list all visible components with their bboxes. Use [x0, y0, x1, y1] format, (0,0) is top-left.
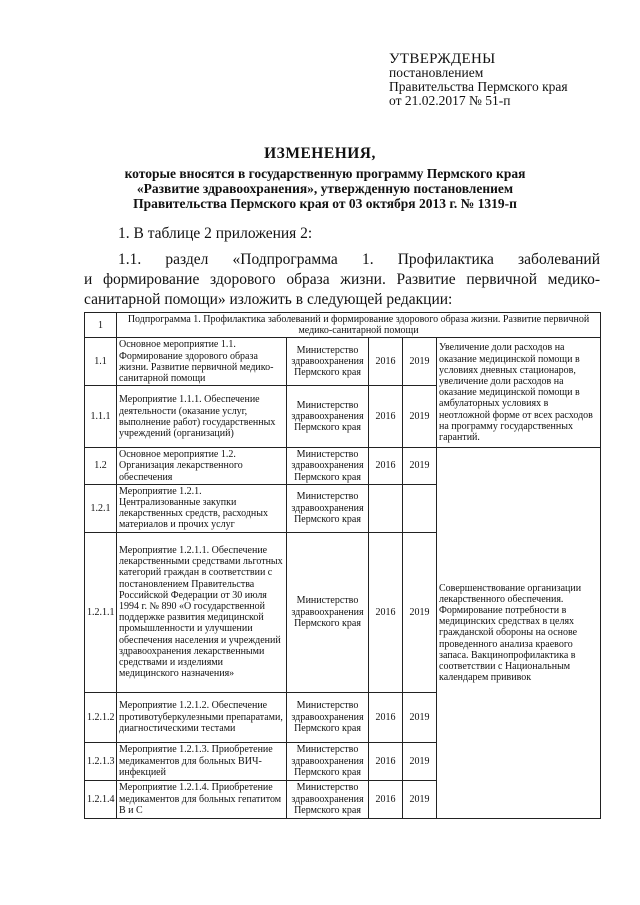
approval-heading: УТВЕРЖДЕНЫ	[389, 51, 496, 67]
row-start-year: 2016	[369, 338, 403, 386]
row-name: Мероприятие 1.2.1.1. Обеспечение лекарственными средствами льготных категорий граждан в соответствии с постановлением Правительства Российской Федерации от 30 июля 1994 г. № 890 «О государственной поддержке развития медицинской промышленности и улучшении обеспечения населения и учреждений здравоохранения лекарственными средствами и изделиями медицинского назначения»	[117, 532, 287, 692]
table-row	[85, 338, 601, 386]
row-executor: Министерство здравоохранения Пермского края	[287, 448, 369, 485]
row-start-year: 2016	[369, 742, 403, 780]
row-start-year: 2016	[369, 692, 403, 742]
document-title: ИЗМЕНЕНИЯ,	[264, 145, 376, 162]
row-end-year: 2019	[403, 780, 437, 818]
row-number: 1.2.1.4	[85, 780, 117, 818]
row-executor: Министерство здравоохранения Пермского края	[287, 484, 369, 532]
row-name: Мероприятие 1.2.1. Централизованные закупки лекарственных средств, расходных материалов и прочих услуг	[117, 484, 287, 532]
approval-line-3: от 21.02.2017 № 51-п	[389, 93, 511, 108]
paragraph-2-line-3: санитарной помощи» изложить в следующей редакции:	[84, 291, 453, 308]
row-name: Мероприятие 1.2.1.3. Приобретение медикаментов для больных ВИЧ-инфекцией	[117, 742, 287, 780]
paragraph-2-line-1: 1.1. раздел «Подпрограмма 1. Профилактика заболеваний	[118, 251, 600, 268]
row-start-year: 2016	[369, 532, 403, 692]
row-executor: Министерство здравоохранения Пермского края	[287, 338, 369, 386]
row-number: 1.1	[85, 338, 117, 386]
row-name: Мероприятие 1.2.1.4. Приобретение медикаментов для больных гепатитом В и С	[117, 780, 287, 818]
row-number: 1.2.1.3	[85, 742, 117, 780]
subtitle-line-2: «Развитие здравоохранения», утвержденную постановлением	[136, 181, 514, 196]
row-executor: Министерство здравоохранения Пермского края	[287, 692, 369, 742]
approval-line-2: Правительства Пермского края	[389, 79, 568, 94]
row-name: Мероприятие 1.2.1.2. Обеспечение противотуберкулезными препаратами, диагностическими тестами	[117, 692, 287, 742]
section-number: 1	[85, 313, 117, 338]
row-number: 1.1.1	[85, 386, 117, 448]
row-end-year: 2019	[403, 386, 437, 448]
row-start-year	[369, 484, 403, 532]
row-name: Мероприятие 1.1.1. Обеспечение деятельности (оказание услуг, выполнение работ) государственных учреждений (организаций)	[117, 386, 287, 448]
program-table	[84, 312, 601, 819]
row-end-year	[403, 484, 437, 532]
approval-stamp	[389, 52, 629, 108]
row-end-year: 2019	[403, 532, 437, 692]
row-executor: Министерство здравоохранения Пермского края	[287, 742, 369, 780]
row-executor: Министерство здравоохранения Пермского края	[287, 780, 369, 818]
row-start-year: 2016	[369, 448, 403, 485]
subtitle-line-3: Правительства Пермского края от 03 октября 2013 г. № 1319-п	[133, 196, 517, 211]
section-title: Подпрограмма 1. Профилактика заболеваний и формирование здорового образа жизни. Развитие первичной медико-санитарной помощи	[117, 313, 601, 338]
row-number: 1.2.1.2	[85, 692, 117, 742]
row-number: 1.2	[85, 448, 117, 485]
paragraph-2-line-2: и формирование здорового образа жизни. Развитие первичной медико-	[84, 271, 600, 288]
row-result-1: Увеличение доли расходов на оказание медицинской помощи в условиях дневных стационаров, увеличение доли расходов на оказание медицинской помощи в амбулаторных условиях в неотложной форме от всех расходов на программу государственных гарантий.	[437, 338, 601, 448]
row-name: Основное мероприятие 1.2. Организация лекарственного обеспечения	[117, 448, 287, 485]
table-row-section	[85, 313, 601, 338]
row-end-year: 2019	[403, 692, 437, 742]
approval-line-1: постановлением	[389, 65, 484, 80]
row-name: Основное мероприятие 1.1. Формирование здорового образа жизни. Развитие первичной медико-санитарной помощи	[117, 338, 287, 386]
subtitle-line-1: которые вносятся в государственную программу Пермского края	[124, 166, 526, 181]
table-row	[85, 448, 601, 485]
paragraph-1: 1. В таблице 2 приложения 2:	[118, 225, 313, 242]
row-start-year: 2016	[369, 780, 403, 818]
row-result-2: Совершенствование организации лекарственного обеспечения. Формирование потребности в медицинских средствах в целях гражданской обороны на основе проведенного анализа краевого запаса. Вакцинопрофилактика в соответствии с Национальным календарем прививок	[437, 448, 601, 818]
row-end-year: 2019	[403, 742, 437, 780]
row-start-year: 2016	[369, 386, 403, 448]
row-end-year: 2019	[403, 338, 437, 386]
row-executor: Министерство здравоохранения Пермского края	[287, 532, 369, 692]
row-executor: Министерство здравоохранения Пермского края	[287, 386, 369, 448]
row-number: 1.2.1.1	[85, 532, 117, 692]
row-number: 1.2.1	[85, 484, 117, 532]
row-end-year: 2019	[403, 448, 437, 485]
document-subtitle	[90, 166, 560, 211]
